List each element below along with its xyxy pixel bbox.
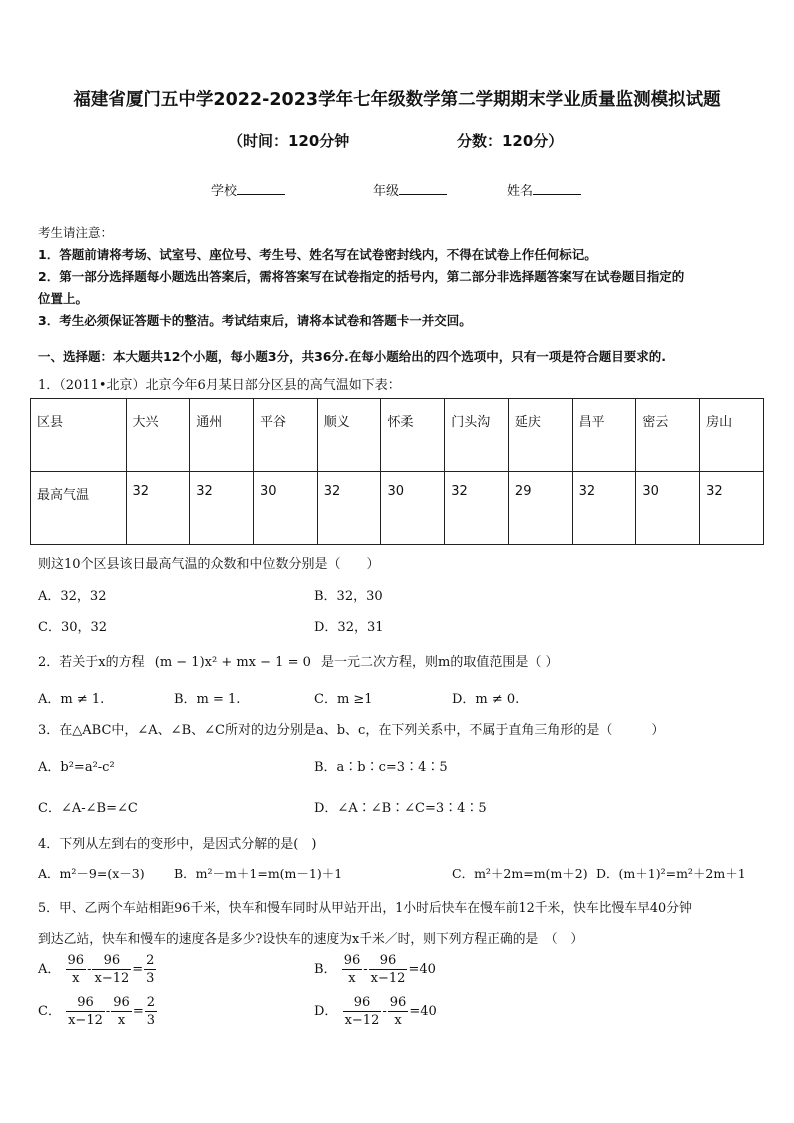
q1-option-d[interactable]: D．32，31: [314, 620, 384, 635]
option-label: C．: [38, 1004, 61, 1019]
q4-option-d[interactable]: D．(m＋1)²=m²＋2m＋1: [596, 866, 746, 881]
notice-item: 位置上。: [38, 291, 89, 306]
denominator: x−12: [68, 1013, 103, 1028]
table-cell: 通州: [190, 399, 254, 472]
table-cell: 32: [700, 472, 764, 545]
temperature-table: [30, 398, 764, 545]
table-cell: 昌平: [572, 399, 636, 472]
q2-stem-start: 2．若关于x的方程: [38, 655, 145, 670]
q5-option-c[interactable]: [38, 994, 158, 1029]
table-cell: 29: [508, 472, 572, 545]
question-1-stem: 1．（2011•北京）北京今年6月某日部分区县的高气温如下表：: [38, 378, 401, 393]
fraction: [369, 952, 408, 987]
q3-option-d[interactable]: D．∠A∶∠B∶∠C=3∶4∶5: [314, 801, 487, 816]
question-4-stem: 4．下列从左到右的变形中，是因式分解的是( ): [38, 837, 317, 852]
question-2-stem: [38, 651, 558, 670]
option-label: B．: [314, 962, 337, 977]
denominator: x: [117, 1013, 126, 1028]
q4-option-a[interactable]: A．m²－9=(x－3): [38, 866, 145, 881]
section-heading: 一、选择题：本大题共12个小题，每小题3分，共36分.在每小题给出的四个选项中，只有一项是符合题目要求的.: [38, 349, 666, 364]
fraction: [144, 952, 156, 987]
option-label: D．: [314, 1004, 338, 1019]
numerator: 2: [146, 995, 156, 1010]
operator: -: [87, 962, 92, 977]
denominator: x: [72, 971, 80, 986]
operator: -: [382, 1004, 387, 1019]
exam-meta: [0, 130, 794, 152]
operator: =40: [409, 1004, 437, 1019]
notice-item: 1．答题前请将考场、试室号、座位号、考生号、姓名写在试卷密封线内，不得在试卷上作任何标记。: [38, 247, 597, 262]
denominator: x−12: [344, 1013, 380, 1028]
denominator: x−12: [370, 971, 406, 986]
fraction: [66, 952, 87, 987]
operator: -: [363, 962, 368, 977]
table-header-row: [31, 399, 764, 472]
table-cell: 30: [253, 472, 317, 545]
q3-option-c[interactable]: C．∠A-∠B=∠C: [38, 801, 138, 816]
numerator: 96: [66, 994, 105, 1012]
fraction: [111, 994, 132, 1029]
numerator: 96: [92, 952, 131, 970]
table-cell: 平谷: [253, 399, 317, 472]
q5-option-a[interactable]: [38, 952, 157, 987]
name-blank[interactable]: [533, 182, 581, 195]
numerator: 96: [67, 953, 85, 968]
notice-heading: 考生请注意：: [38, 225, 114, 240]
notice-item: 3．考生必须保证答题卡的整洁。考试结束后，请将本试卷和答题卡一并交回。: [38, 313, 472, 328]
operator: =: [132, 1004, 144, 1019]
denominator: 3: [146, 1013, 156, 1028]
option-label: A．: [38, 962, 61, 977]
denominator: x: [348, 971, 356, 986]
q3-option-a[interactable]: A．b²=a²-c²: [38, 760, 115, 775]
question-3-stem: 3．在△ABC中，∠A、∠B、∠C所对的边分别是a、b、c，在下列关系中，不属于直角三角形的是（ ）: [38, 723, 665, 738]
page-title: 福建省厦门五中学2022-2023学年七年级数学第二学期期末学业质量监测模拟试题: [73, 90, 721, 110]
school-label: 学校: [211, 184, 238, 199]
q1-option-b[interactable]: B．32，30: [314, 589, 383, 604]
school-blank[interactable]: [237, 182, 285, 195]
table-cell: 门头沟: [445, 399, 509, 472]
q2-stem-end: 是一元二次方程，则m的取值范围是（ ）: [321, 655, 559, 670]
fraction: [388, 994, 409, 1029]
name-field[interactable]: [507, 180, 581, 199]
table-cell: 32: [445, 472, 509, 545]
denominator: x−12: [94, 971, 130, 986]
question-1-text: 则这10个区县该日最高气温的众数和中位数分别是（ ）: [38, 557, 380, 572]
numerator: 96: [389, 995, 407, 1010]
table-cell: 大兴: [126, 399, 190, 472]
question-5-line-1: 5．甲、乙两个车站相距96千米，快车和慢车同时从甲站开出，1小时后快车在慢车前12千米，快车比慢车早40分钟: [38, 901, 692, 916]
q1-option-a[interactable]: A．32，32: [38, 589, 107, 604]
table-row: [31, 472, 764, 545]
numerator: 96: [343, 994, 382, 1012]
fraction: [343, 994, 382, 1029]
q5-option-d[interactable]: [314, 994, 437, 1029]
grade-label: 年级: [373, 184, 400, 199]
table-cell: 32: [317, 472, 381, 545]
q2-option-d[interactable]: D．m ≠ 0.: [452, 692, 520, 707]
q2-equation: (m − 1)x² + mx − 1 = 0: [154, 655, 311, 670]
table-cell: 最高气温: [31, 472, 127, 545]
question-5-line-2: 到达乙站，快车和慢车的速度各是多少?设快车的速度为x千米／时，则下列方程正确的是 （ ）: [38, 932, 584, 947]
fraction: [342, 952, 363, 987]
time-limit: （时间：120分钟: [228, 132, 350, 150]
table-cell: 32: [126, 472, 190, 545]
operator: -: [105, 1004, 111, 1019]
numerator: 96: [113, 995, 130, 1010]
numerator: 96: [343, 953, 361, 968]
numerator: 96: [369, 952, 408, 970]
school-field[interactable]: [211, 180, 285, 199]
fraction: [145, 994, 157, 1029]
operator: =40: [408, 962, 436, 977]
grade-blank[interactable]: [399, 182, 447, 195]
table-cell: 区县: [31, 399, 127, 472]
grade-field[interactable]: [373, 180, 447, 199]
q5-option-b[interactable]: [314, 952, 436, 987]
table-cell: 顺义: [317, 399, 381, 472]
table-cell: 密云: [636, 399, 700, 472]
q1-option-c[interactable]: C．30，32: [38, 620, 108, 635]
table-cell: 房山: [700, 399, 764, 472]
fraction: [92, 952, 131, 987]
q2-option-b[interactable]: B．m = 1.: [174, 692, 241, 707]
operator: =: [132, 962, 144, 977]
table-cell: 30: [636, 472, 700, 545]
q2-option-a[interactable]: A．m ≠ 1.: [38, 692, 105, 707]
table-cell: 怀柔: [381, 399, 445, 472]
fraction: [66, 994, 105, 1029]
denominator: 3: [146, 971, 155, 986]
q3-option-b[interactable]: B．a∶b∶c=3∶4∶5: [314, 760, 448, 775]
table-cell: 32: [572, 472, 636, 545]
total-score: 分数：120分）: [457, 132, 564, 150]
table-cell: 延庆: [508, 399, 572, 472]
denominator: x: [394, 1013, 402, 1028]
name-label: 姓名: [507, 184, 534, 199]
table-cell: 32: [190, 472, 254, 545]
numerator: 2: [146, 953, 155, 968]
table-cell: 30: [381, 472, 445, 545]
q2-option-c[interactable]: C．m ≥1: [314, 692, 373, 707]
q4-option-c[interactable]: C．m²＋2m=m(m＋2): [452, 866, 588, 881]
notice-item: 2．第一部分选择题每小题选出答案后，需将答案写在试卷指定的括号内，第二部分非选择题答案写在试卷题目指定的: [38, 269, 685, 284]
exam-notice: [38, 222, 763, 332]
q4-option-b[interactable]: B．m²－m＋1=m(m－1)＋1: [174, 866, 343, 881]
